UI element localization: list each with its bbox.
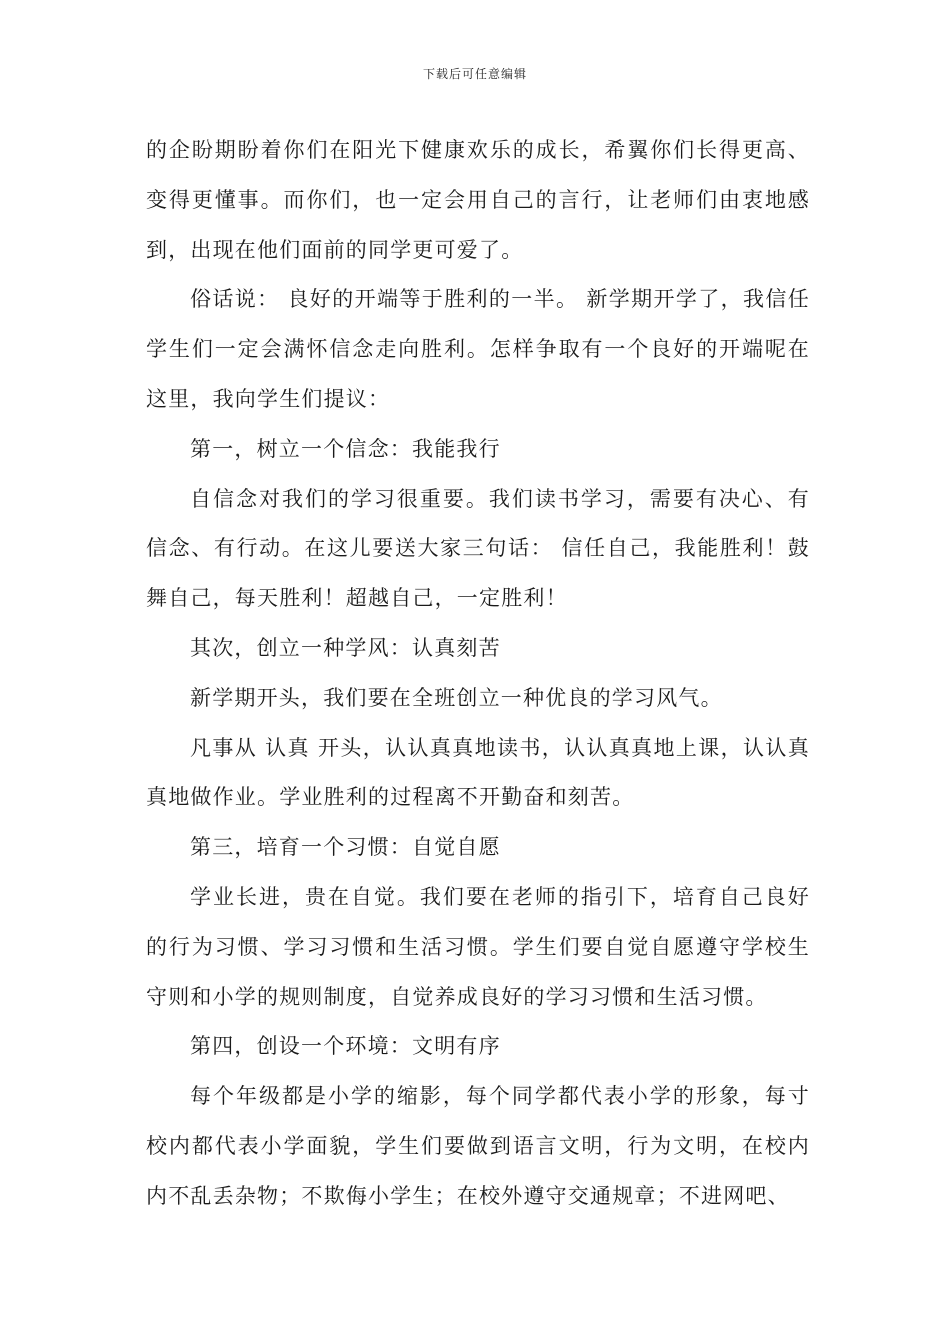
section-heading: 其次，创立一种学风：认真刻苦 [190,635,501,660]
paragraph: 每个年级都是小学的缩影，每个同学都代表小学的形象，每寸校内都代表小学面貌，学生们要做到语言文明，行为文明，在校内内不乱丢杂物；不欺侮小学生；在校外遵守交通规章；不进网吧、 [146,1084,810,1208]
paragraph: 自信念对我们的学习很重要。我们读书学习，需要有决心、有信念、有行动。在这儿要送大家三句话： 信任自己，我能胜利！鼓舞自己，每天胜利！超越自己，一定胜利！ [146,486,810,611]
section-heading: 第四，创设一个环境：文明有序 [190,1034,501,1059]
section-heading: 第一，树立一个信念：我能我行 [190,436,501,461]
paragraph: 的企盼期盼着你们在阳光下健康欢乐的成长，希翼你们长得更高、变得更懂事。而你们，也一定会用自己的言行，让老师们由衷地感到，出现在他们面前的同学更可爱了。 [146,138,810,262]
section-heading: 第三，培育一个习惯：自觉自愿 [190,835,501,860]
paragraph: 学业长进，贵在自觉。我们要在老师的指引下，培育自己良好的行为习惯、学习习惯和生活习惯。学生们要自觉自愿遵守学校生守则和小学的规则制度，自觉养成良好的学习习惯和生活习惯。 [146,884,810,1009]
page-header: 下载后可任意编辑 [422,67,527,81]
paragraph: 俗话说： 良好的开端等于胜利的一半。 新学期开学了，我信任学生们一定会满怀信念走向胜利。怎样争取有一个良好的开端呢在这里，我向学生们提议： [146,287,810,411]
paragraph: 新学期开头，我们要在全班创立一种优良的学习风气。 [190,685,723,710]
document-body [146,126,810,1222]
paragraph: 凡事从 认真 开头，认认真真地读书，认认真真地上课，认认真真地做作业。学业胜利的过程离不开勤奋和刻苦。 [146,735,810,810]
